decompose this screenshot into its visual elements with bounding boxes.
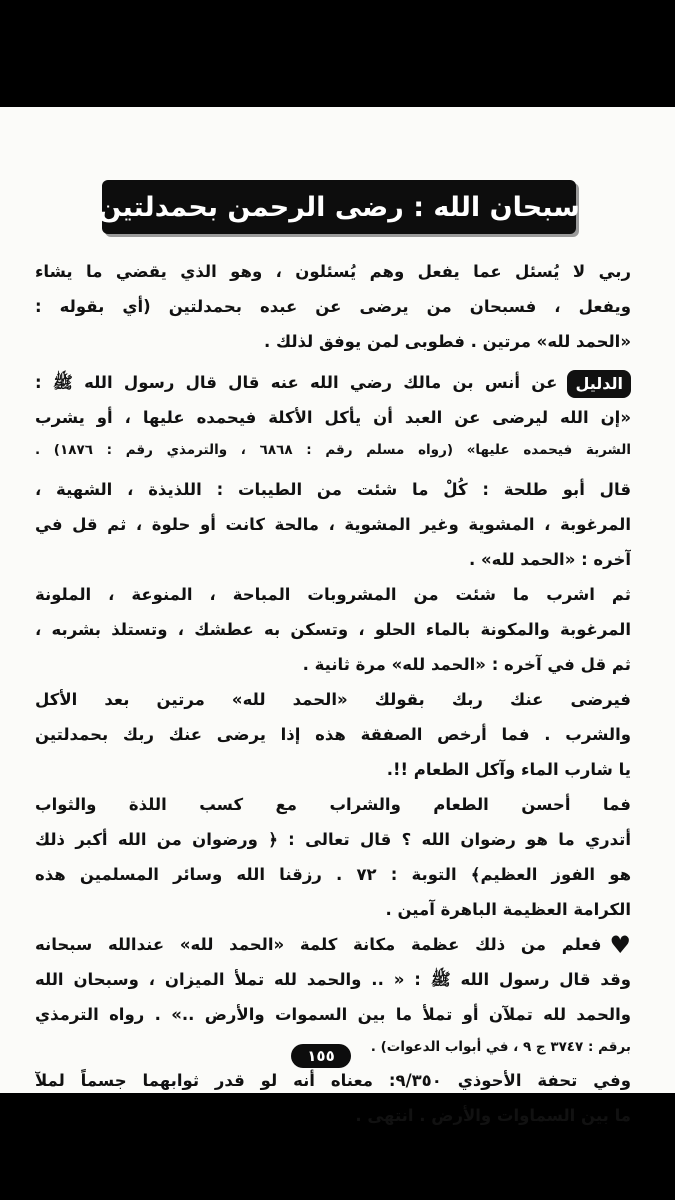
text-line: ثم قل في آخره : «الحمد لله» مرة ثانية .	[302, 655, 631, 674]
text-line: ربي لا يُسئل عما يفعل وهم يُسئلون ، وهو الذي يقضي ما يشاء	[35, 262, 631, 281]
text-line: آخره : «الحمد لله» .	[469, 550, 631, 569]
text-line: المرغوبة ، المشوية وغير المشوية ، مالحة كانت أو حلوة ، ثم قل في	[35, 515, 631, 534]
page-title: سبحان الله : رضى الرحمن بحمدلتين	[98, 191, 580, 223]
text-line: هو الفوز العظيم﴾ التوبة : ٧٢ . رزقنا الله وسائر المسلمين هذه	[35, 865, 631, 884]
text-line: الكرامة العظيمة الباهرة آمين .	[385, 900, 631, 919]
body-text	[35, 254, 631, 1133]
text-line: «إن الله ليرضى عن العبد أن يأكل الأكلة فيحمده عليها ، أو يشرب	[35, 408, 631, 427]
text-line: فيرضى عنك ربك بقولك «الحمد لله» مرتين بعد الأكل	[35, 690, 631, 709]
text-line: وفي تحفة الأحوذي ٩/٣٥٠: معناه أنه لو قدر ثوابهما جسماً لملآ	[35, 1071, 631, 1090]
text-line: والشرب . فما أرخص الصفقة هذه إذا يرضى عنك ربك بحمدلتين	[35, 725, 631, 744]
book-page	[0, 107, 675, 1125]
text-line: والحمد لله تملآن أو تملأ ما بين السموات والأرض ..» . رواه الترمذي	[35, 1005, 631, 1024]
page-number: ١٥٥	[307, 1047, 335, 1065]
dalil-line	[35, 365, 631, 400]
page-number-badge	[291, 1044, 351, 1068]
text-line: عن أنس بن مالك رضي الله عنه قال قال رسول الله ﷺ :	[35, 373, 558, 392]
text-line: ويفعل ، فسبحان من يرضى عن عبده بحمدلتين (أي بقوله :	[35, 297, 631, 316]
text-line: المرغوبة والمكونة بالماء الحلو ، وتسكن به عطشك ، وتستلذ بشربه ،	[35, 620, 631, 639]
text-line: «الحمد لله» مرتين . فطوبى لمن يوفق لذلك .	[263, 332, 631, 351]
text-line: أتدري ما هو رضوان الله ؟ قال تعالى : ﴿ ورضوان من الله أكبر ذلك	[35, 830, 631, 849]
text-line: يا شارب الماء وآكل الطعام !!.	[386, 760, 631, 779]
text-line: برقم : ٣٧٤٧ ج ٩ ، في أبواب الدعوات) .	[370, 1039, 631, 1055]
text-line: الشربة فيحمده عليها» (رواه مسلم رقم : ٦٨٦٨ ، والترمذي رقم : ١٨٧٦) .	[35, 442, 631, 458]
heart-line	[35, 927, 631, 962]
text-line: ما بين السماوات والأرض . انتهى .	[355, 1106, 631, 1125]
dalil-badge: الدليل	[567, 370, 631, 398]
text-line: وقد قال رسول الله ﷺ : « .. والحمد لله تملأ الميزان ، وسبحان الله	[35, 970, 631, 989]
text-line: فعلم من ذلك عظمة مكانة كلمة «الحمد لله» عندالله سبحانه	[35, 935, 602, 954]
title-banner	[98, 180, 580, 234]
poem-line: فما أحسن الطعام والشراب مع كسب اللذة والثواب	[35, 795, 631, 814]
text-line: قال أبو طلحة : كُلْ ما شئت من الطيبات : اللذيذة ، الشهية ،	[35, 480, 631, 499]
text-line: ثم اشرب ما شئت من المشروبات المباحة ، المنوعة ، الملونة	[35, 585, 631, 604]
heart-icon: ♥	[609, 931, 631, 959]
